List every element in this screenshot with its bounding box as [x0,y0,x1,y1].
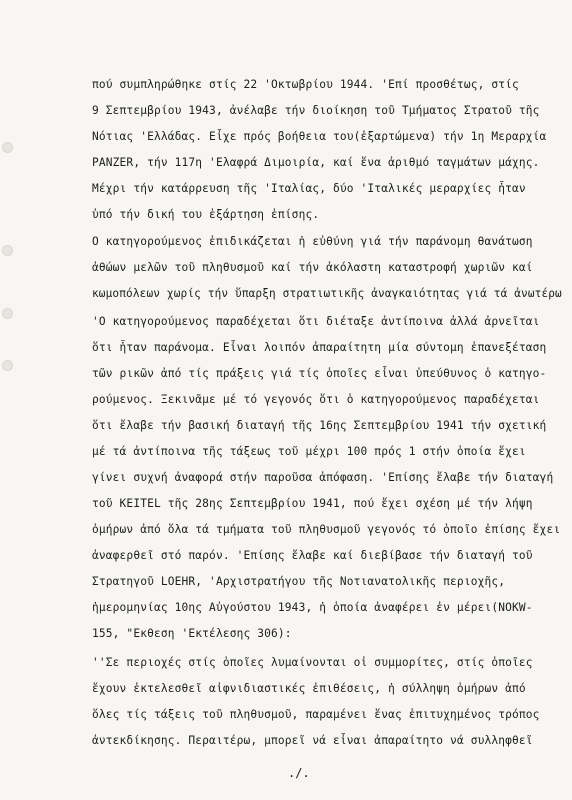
text-line: ἀντεκδίκησης. Περαιτέρω, μπορεῖ νά εἶναι ἀπαραίτητο νά συλληφθεῖ [92,734,533,747]
text-line: ὁμήρων ἀπό ὅλα τά τμήματα τοῦ πληθυσμοῦ γεγονός τό ὁποῖο ἐπίσης ἔχει [92,523,561,536]
text-line: ἔχουν ἐκτελεσθεῖ αἰφνιδιαστικές ἐπιθέσεις, ἡ σύλληψη ὁμήρων ἀπό [92,682,526,695]
text-line: ὑπό τήν δική του ἐξάρτηση ἐπίσης. [92,208,320,221]
text-line: γίνει συχνή ἀναφορά στήν παροῦσα ἀπόφαση. 'Επίσης ἔλαβε τήν διαταγή [92,471,554,484]
text-line: τῶν ρικῶν ἀπό τίς πράξεις γιά τίς ὁποῖες εἶναι ὑπεύθυνος ὁ κατηγο- [92,367,547,380]
text-line: 'Ο κατηγορούμενος παραδέχεται ὅτι διέταξε ἀντίποινα ἀλλά ἀρνεῖται [92,315,540,328]
text-line: πού συμπληρώθηκε στίς 22 'Οκτωβρίου 1944. 'Επί προσθέτως, στίς [92,78,519,91]
page-continuation-marker: ./. [288,766,310,780]
text-line: ἡμερομηνίας 10ης Αὐγούστου 1943, ἡ ὁποία ἀναφέρει ἐν μέρει(NOKW- [92,601,533,614]
text-line: ὅτι ἦταν παράνομα. Εἶναι λοιπόν ἀπαραίτητη μία σύντομη ἐπανεξέταση [92,341,547,354]
text-line: ὅλες τίς τάξεις τοῦ πληθυσμοῦ, παραμένει ἕνας ἐπιτυχημένος τρόπος [92,708,540,721]
punch-hole [2,245,13,256]
punch-hole [2,142,13,153]
text-line: ὅτι ἔλαβε τήν βασική διαταγή τῆς 16ης Σεπτεμβρίου 1941 τήν σχετική [92,419,547,432]
text-line: Στρατηγοῦ LOEHR, 'Αρχιστρατήγου τῆς Νοτιανατολικῆς περιοχῆς, [92,575,506,588]
text-line: 9 Σεπτεμβρίου 1943, ἀνέλαβε τήν διοίκηση τοῦ Τμήματος Στρατοῦ τῆς [92,104,540,117]
text-line: Μέχρι τήν κατάρρευση τῆς 'Ιταλίας, δύο 'Ιταλικές μεραρχίες ἦταν [92,182,526,195]
text-line: ἀθώων μελῶν τοῦ πληθυσμοῦ καί τήν ἀκόλαστη καταστροφή χωριῶν καί [92,261,533,274]
text-line: 155, "Εκθεση 'Εκτέλεσης 306): [92,627,292,640]
text-line: τοῦ KEITEL τῆς 28ης Σεπτεμβρίου 1941, πού ἔχει σχέση μέ τήν λήψη [92,497,533,510]
text-line: Νότιας 'Ελλάδας. Εἶχε πρός βοήθεια του(ἐξαρτώμενα) τήν 1η Μεραρχία [92,130,547,143]
text-line: μέ τά ἀντίποινα τῆς τάξεως τοῦ μέχρι 100 πρός 1 στήν ὁποία ἔχει [92,445,526,458]
text-line: Ο κατηγορούμενος ἐπιδικάζεται ἡ εὐθύνη γιά τήν παράνομη θανάτωση [92,235,533,248]
text-line: ρούμενος. Ξεκινᾶμε μέ τό γεγονός ὅτι ὁ κατηγορούμενος παραδέχεται [92,393,540,406]
punch-hole [2,308,13,319]
text-line: PANZER, τήν 117η 'Ελαφρά Διμοιρία, καί ἕνα ἀριθμό ταγμάτων μάχης. [92,156,540,169]
text-line: ''Σε περιοχές στίς ὁποῖες λυμαίνονται οἱ συμμορίτες, στίς ὁποῖες [92,656,533,669]
punch-hole [2,360,13,371]
text-line: κωμοπόλεων χωρίς τήν ὕπαρξη στρατιωτικῆς ἀναγκαιότητας γιά τά ἀνωτέρω [92,287,562,300]
text-line: ἀναφερθεῖ στό παρόν. 'Επίσης ἔλαβε καί διεβίβασε τήν διαταγή τοῦ [92,549,533,562]
